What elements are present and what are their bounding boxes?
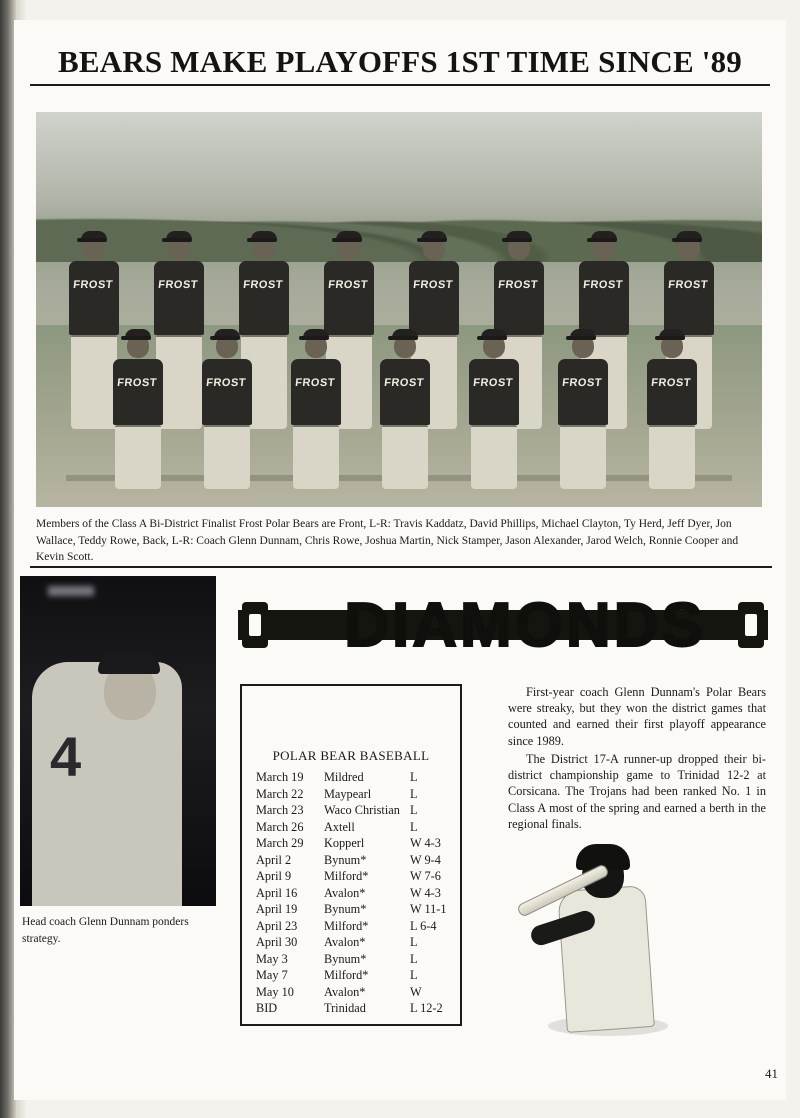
player-jersey: [154, 261, 204, 335]
player-cap-icon: [506, 231, 532, 242]
player-pants: [560, 425, 606, 489]
schedule-cell-opp: Trinidad: [324, 1001, 366, 1015]
player-jersey: [69, 261, 119, 335]
jersey-text: FROST: [650, 377, 692, 389]
coach-cap: [98, 652, 160, 674]
schedule-cell-opp: Avalon*: [324, 935, 366, 949]
player-head: [127, 334, 149, 358]
player-jersey: [239, 261, 289, 335]
schedule-cell-date: March 23: [256, 803, 304, 817]
jersey-text: FROST: [157, 279, 199, 291]
team-player: [288, 334, 344, 489]
jersey-text: FROST: [582, 279, 624, 291]
schedule-cell-opp: Bynum*: [324, 852, 367, 867]
player-jersey: [494, 261, 544, 335]
schedule-cell-res: L: [410, 819, 418, 834]
schedule-cell-res: L: [410, 935, 418, 949]
schedule-cell-opp: Waco Christian: [324, 803, 400, 817]
jersey-text: FROST: [294, 377, 336, 389]
jersey-text: FROST: [242, 279, 284, 291]
player-head: [678, 236, 700, 260]
player-jersey: [409, 261, 459, 335]
schedule-box: [240, 684, 462, 1026]
schedule-cell-opp: Mildred: [324, 770, 364, 784]
player-cap-icon: [303, 329, 329, 340]
diamonds-banner: [238, 588, 768, 662]
player-head: [508, 236, 530, 260]
team-player: [466, 334, 522, 489]
schedule-row: [256, 1001, 456, 1018]
player-pants: [293, 425, 339, 489]
player-jersey: [664, 261, 714, 335]
coach-photo: [20, 576, 216, 906]
schedule-cell-res: L: [410, 803, 418, 817]
schedule-cell-date: April 16: [256, 885, 298, 900]
schedule-cell-date: May 3: [256, 951, 288, 966]
player-jersey: [380, 359, 430, 425]
schedule-row: [256, 853, 456, 870]
schedule-table: [256, 770, 456, 1018]
schedule-row: [256, 952, 456, 969]
schedule-cell-date: April 19: [256, 902, 298, 916]
schedule-cell-res: L: [410, 951, 418, 966]
schedule-cell-opp: Axtell: [324, 819, 355, 834]
team-player: [199, 334, 255, 489]
team-player: [555, 334, 611, 489]
player-cap-icon: [166, 231, 192, 242]
schedule-cell-opp: Kopperl: [324, 836, 365, 850]
player-pants: [471, 425, 517, 489]
schedule-row: [256, 935, 456, 952]
player-head: [483, 334, 505, 358]
article-body: [508, 684, 766, 834]
player-cap-icon: [392, 329, 418, 340]
player-jersey: [647, 359, 697, 425]
player-head: [305, 334, 327, 358]
schedule-cell-res: L: [410, 770, 418, 784]
schedule-cell-date: March 22: [256, 786, 304, 801]
jersey-text: FROST: [116, 377, 158, 389]
schedule-cell-date: April 2: [256, 852, 292, 867]
schedule-cell-res: L 6-4: [410, 918, 437, 933]
schedule-cell-date: April 23: [256, 918, 298, 933]
schedule-cell-res: W 9-4: [410, 852, 441, 867]
schedule-row: [256, 919, 456, 936]
page-number: 41: [765, 1066, 778, 1081]
schedule-cell-opp: Maypearl: [324, 786, 372, 801]
player-pants: [115, 425, 161, 489]
schedule-cell-res: W 4-3: [410, 836, 441, 850]
photo-treeline: [36, 175, 762, 262]
player-jersey: [579, 261, 629, 335]
player-pants: [649, 425, 695, 489]
player-head: [423, 236, 445, 260]
jersey-text: FROST: [561, 377, 603, 389]
player-cap-icon: [421, 231, 447, 242]
player-jersey: [291, 359, 341, 425]
headline-rule: [30, 84, 770, 86]
team-photo-caption: Members of the Class A Bi-District Finalist Frost Polar Bears are Front, L-R: Travis Kaddatz, David Phillips, Michael Clayton, Ty Herd, Jeff Dyer, Jon Wallace, Teddy Rowe, Back, L-R: Coach Glenn Dunnam, Chris Rowe, Joshua Martin, Nick Stamper, Jason Alexander, Jarod Welch, Ronnie Cooper and Kevin Scott.: [36, 518, 739, 564]
player-cap-icon: [676, 231, 702, 242]
schedule-cell-date: April 30: [256, 935, 298, 949]
player-cap-icon: [481, 329, 507, 340]
schedule-cell-date: March 26: [256, 819, 304, 834]
jersey-text: FROST: [72, 279, 114, 291]
section-divider-rule: [30, 566, 772, 568]
banner-ornament-left-icon: [242, 602, 268, 648]
schedule-cell-opp: Bynum*: [324, 951, 367, 966]
jersey-text: FROST: [205, 377, 247, 389]
schedule-cell-opp: Avalon*: [324, 885, 366, 900]
schedule-row: [256, 770, 456, 787]
page-title: BEARS MAKE PLAYOFFS 1ST TIME SINCE '89: [57, 44, 742, 79]
schedule-cell-opp: Milford*: [324, 968, 369, 982]
schedule-cell-res: L 12-2: [410, 1001, 443, 1015]
jersey-text: FROST: [383, 377, 425, 389]
player-head: [661, 334, 683, 358]
coach-photo-caption: Head coach Glenn Dunnam ponders strategy.: [22, 916, 189, 945]
schedule-cell-opp: Avalon*: [324, 984, 366, 999]
team-player: [110, 334, 166, 489]
batter-torso: [557, 885, 655, 1033]
player-head: [216, 334, 238, 358]
schedule-cell-opp: Bynum*: [324, 902, 367, 916]
schedule-cell-date: April 9: [256, 869, 292, 883]
player-head: [572, 334, 594, 358]
schedule-cell-res: L: [410, 786, 418, 801]
jersey-text: FROST: [497, 279, 539, 291]
player-head: [338, 236, 360, 260]
player-cap-icon: [591, 231, 617, 242]
team-player: [377, 334, 433, 489]
schedule-row: [256, 886, 456, 903]
schedule-cell-date: BID: [256, 1001, 278, 1015]
schedule-row: [256, 836, 456, 853]
schedule-cell-opp: Milford*: [324, 869, 369, 883]
schedule-row: [256, 787, 456, 804]
schedule-row: [256, 820, 456, 837]
batter-illustration: [508, 826, 718, 1046]
schedule-cell-res: W 7-6: [410, 869, 441, 883]
player-pants: [382, 425, 428, 489]
schedule-cell-opp: Milford*: [324, 918, 369, 933]
schedule-title: POLAR BEAR BASEBALL: [272, 748, 430, 763]
jersey-text: FROST: [412, 279, 454, 291]
player-jersey: [324, 261, 374, 335]
player-head: [253, 236, 275, 260]
schedule-cell-date: May 7: [256, 968, 288, 982]
schedule-cell-date: May 10: [256, 984, 294, 999]
team-photo: [36, 112, 762, 507]
jersey-text: FROST: [472, 377, 514, 389]
player-jersey: [558, 359, 608, 425]
stadium-light: [48, 586, 94, 596]
player-jersey: [113, 359, 163, 425]
player-cap-icon: [125, 329, 151, 340]
schedule-row: [256, 968, 456, 985]
coach-jersey-number: 4: [50, 725, 82, 788]
player-jersey: [469, 359, 519, 425]
player-cap-icon: [659, 329, 685, 340]
headline-block: [30, 44, 770, 86]
player-cap-icon: [336, 231, 362, 242]
schedule-cell-date: March 29: [256, 836, 304, 850]
schedule-cell-date: March 19: [256, 770, 304, 784]
player-head: [394, 334, 416, 358]
schedule-row: [256, 869, 456, 886]
team-player: [644, 334, 700, 489]
article-paragraph: The District 17-A runner-up dropped their bi-district championship game to Trinidad 12-2 at Corsicana. The Trojans had been ranked No. 1 in Class A most of the spring and earned a berth in the regional finals.: [508, 751, 766, 831]
schedule-row: [256, 803, 456, 820]
schedule-row: [256, 985, 456, 1002]
player-jersey: [202, 359, 252, 425]
player-cap-icon: [81, 231, 107, 242]
schedule-row: [256, 902, 456, 919]
jersey-text: FROST: [667, 279, 709, 291]
player-head: [168, 236, 190, 260]
player-pants: [204, 425, 250, 489]
schedule-cell-res: W 4-3: [410, 885, 441, 900]
player-head: [593, 236, 615, 260]
banner-title: DIAMONDS: [344, 590, 706, 660]
player-cap-icon: [214, 329, 240, 340]
player-cap-icon: [570, 329, 596, 340]
schedule-cell-res: W 11-1: [410, 902, 447, 916]
article-paragraph: First-year coach Glenn Dunnam's Polar Bears were streaky, but they won the district games that counted and earned their first playoff appearance since 1989.: [508, 685, 766, 748]
jersey-text: FROST: [327, 279, 369, 291]
schedule-cell-res: L: [410, 968, 418, 982]
schedule-cell-res: W: [410, 984, 422, 999]
player-head: [83, 236, 105, 260]
player-cap-icon: [251, 231, 277, 242]
